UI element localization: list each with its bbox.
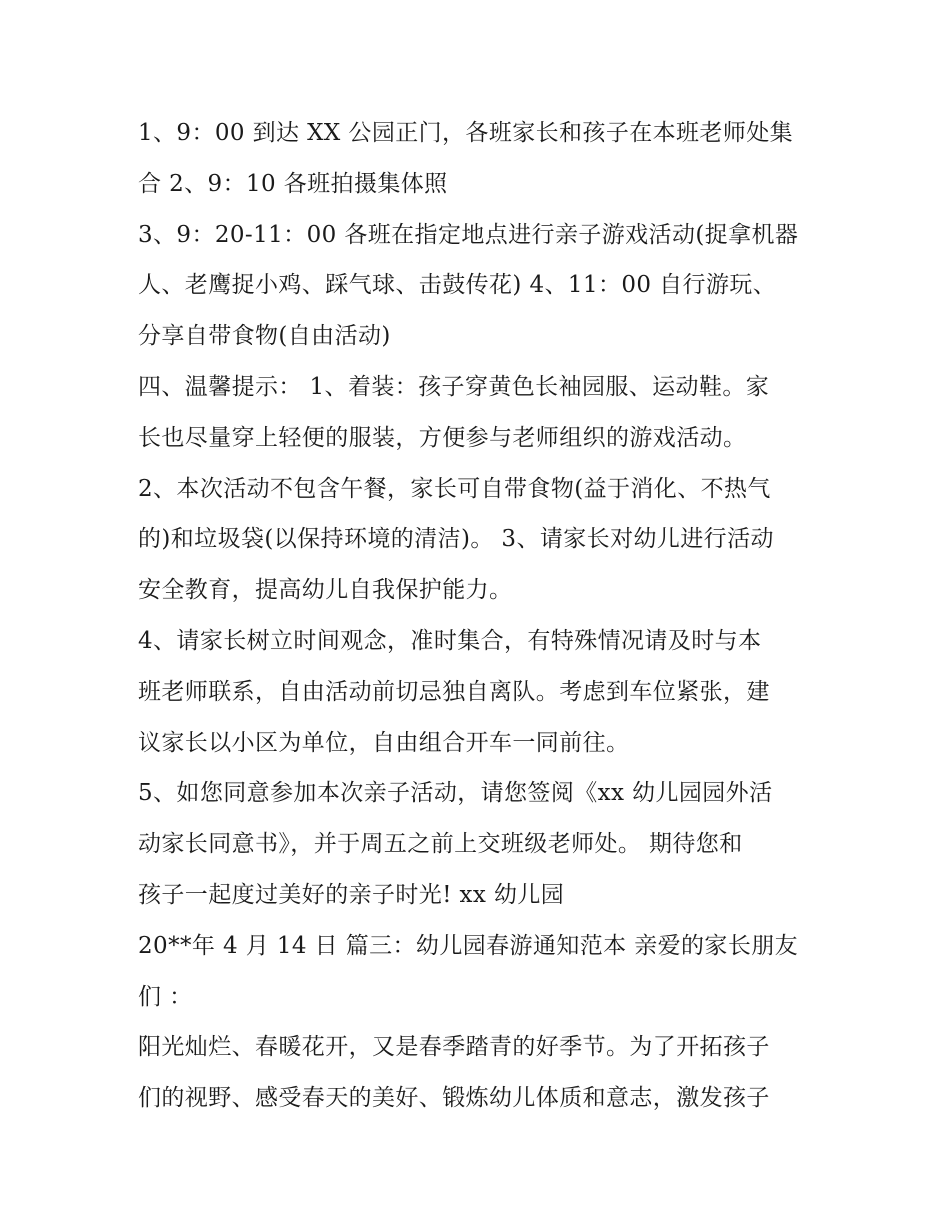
- document-body: [138, 108, 818, 1124]
- text-line: 分享自带食物(自由活动): [138, 323, 391, 350]
- text-line: 4、请家长树立时间观念，准时集合，有特殊情况请及时与本: [138, 627, 762, 654]
- text-line: 安全教育，提高幼儿自我保护能力。: [138, 577, 513, 604]
- text-line: 5、如您同意参加本次亲子活动，请您签阅《xx 幼儿园园外活: [138, 780, 773, 807]
- text-line: 们 ：: [138, 983, 193, 1010]
- text-line: 20**年 4 月 14 日 篇三：幼儿园春游通知范本 亲爱的家长朋友: [138, 932, 799, 959]
- text-line: 长也尽量穿上轻便的服装，方便参与老师组织的游戏活动。: [138, 424, 747, 451]
- text-line: 合 2、9：10 各班拍摄集体照: [138, 170, 448, 197]
- text-line: 1、9：00 到达 XX 公园正门，各班家长和孩子在本班老师处集: [138, 120, 794, 146]
- text-line: 的)和垃圾袋(以保持环境的清洁)。 3、请家长对幼儿进行活动: [138, 526, 774, 553]
- text-line: 们的视野、感受春天的美好、锻炼幼儿体质和意志，激发孩子: [138, 1085, 770, 1112]
- text-line: 班老师联系，自由活动前切忌独自离队。考虑到车位紧张，建: [138, 678, 770, 705]
- text-line: 阳光灿烂、春暖花开，又是春季踏青的好季节。为了开拓孩子: [138, 1034, 770, 1061]
- text-line: 人、老鹰捉小鸡、踩气球、击鼓传花) 4、11：00 自行游玩、: [138, 272, 777, 299]
- text-line: 2、本次活动不包含午餐，家长可自带食物(益于消化、不热气: [138, 475, 771, 502]
- text-line: 动家长同意书》，并于周五之前上交班级老师处。 期待您和: [138, 831, 743, 858]
- text-line: 孩子一起度过美好的亲子时光! xx 幼儿园: [138, 881, 565, 908]
- text-line: 3、9：20-11：00 各班在指定地点进行亲子游戏活动(捉拿机器: [138, 221, 799, 248]
- text-line: 议家长以小区为单位，自由组合开车一同前往。: [138, 729, 630, 756]
- text-line: 四、温馨提示： 1、着装：孩子穿黄色长袖园服、运动鞋。家: [138, 373, 770, 400]
